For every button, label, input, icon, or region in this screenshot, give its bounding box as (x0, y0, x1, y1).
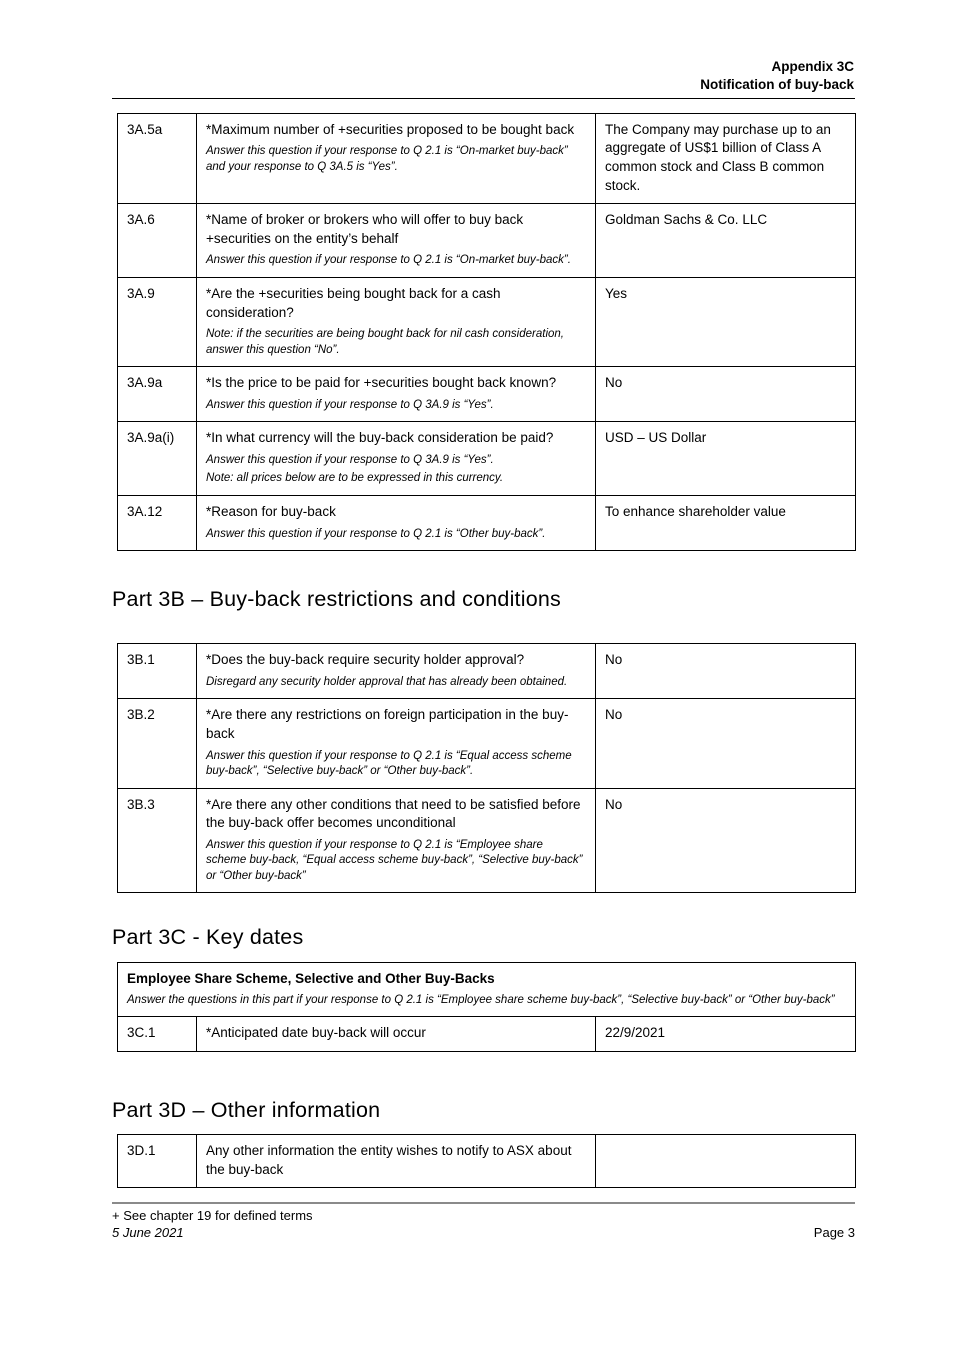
table-row (118, 495, 856, 550)
row-id-cell: 3C.1 (118, 1017, 197, 1052)
part-3d-heading: Part 3D – Other information (112, 1098, 381, 1123)
question-cell (197, 788, 596, 893)
question-cell (197, 367, 596, 422)
question-note: Answer this question if your response to Q 2.1 is “Employee share scheme buy-back, “Equal access scheme buy-back”, “Selective buy-back” or “Other buy-back” (206, 838, 583, 882)
table-row (118, 422, 856, 496)
question-cell (197, 644, 596, 699)
table-3b (117, 643, 856, 893)
table-3c-header-title: Employee Share Scheme, Selective and Other Buy-Backs (127, 971, 495, 987)
table-header-row (118, 963, 856, 1017)
question-text: *Maximum number of +securities proposed to be bought back (206, 121, 575, 137)
row-id-cell: 3A.9 (118, 277, 197, 366)
footer-rule (112, 1202, 855, 1204)
row-id-cell: 3A.5a (118, 113, 197, 204)
question-text: *Does the buy-back require security holder approval? (206, 652, 525, 668)
answer-cell: To enhance shareholder value (596, 495, 856, 550)
row-id-cell: 3A.9a(i) (118, 422, 197, 496)
document-page (112, 58, 855, 1240)
question-note: Answer this question if your response to Q 3A.9 is “Yes”. (206, 398, 494, 411)
table-row (118, 204, 856, 278)
question-note: Note: if the securities are being bought back for nil cash consideration, answer this question “No”. (206, 328, 564, 356)
answer-cell: Goldman Sachs & Co. LLC (596, 204, 856, 278)
question-text: *In what currency will the buy-back consideration be paid? (206, 430, 554, 446)
table-row (118, 1017, 856, 1052)
page-footer (112, 1202, 855, 1240)
question-cell (197, 277, 596, 366)
answer-cell: Yes (596, 277, 856, 366)
part-3c-heading: Part 3C - Key dates (112, 925, 304, 950)
header-appendix: Appendix 3C (771, 59, 854, 74)
table-3c-header-cell (118, 963, 856, 1017)
row-id-cell: 3A.9a (118, 367, 197, 422)
table-3c-header-note: Answer the questions in this part if your response to Q 2.1 is “Employee share scheme buy-back”, “Selective buy-back” or “Other buy-back” (127, 993, 835, 1006)
question-note: Answer this question if your response to Q 2.1 is “Equal access scheme buy-back”, “Selective buy-back” or “Other buy-back”. (206, 749, 572, 778)
question-cell (197, 113, 596, 204)
question-text: *Are there any restrictions on foreign participation in the buy-back (206, 707, 569, 741)
question-note: Answer this question if your response to Q 3A.9 is “Yes”. (206, 453, 494, 466)
answer-cell: USD – US Dollar (596, 422, 856, 496)
question-cell (197, 1135, 596, 1188)
question-note: Answer this question if your response to Q 2.1 is “On-market buy-back”. (206, 254, 571, 267)
question-text: *Is the price to be paid for +securities bought back known? (206, 375, 557, 391)
question-text: *Reason for buy-back (206, 503, 336, 519)
footer-defined-terms: + See chapter 19 for defined terms (112, 1208, 313, 1224)
table-3a (117, 113, 856, 551)
question-cell (197, 204, 596, 278)
question-text: Any other information the entity wishes to notify to ASX about the buy-back (206, 1143, 572, 1177)
footer-page-number: Page 3 (813, 1225, 855, 1241)
question-cell (197, 699, 596, 788)
answer-cell: 22/9/2021 (596, 1017, 856, 1052)
footer-date: 5 June 2021 (112, 1225, 184, 1241)
header-subtitle: Notification of buy-back (700, 76, 854, 92)
row-id-cell: 3B.1 (118, 644, 197, 699)
table-row (118, 277, 856, 366)
question-cell (197, 422, 596, 496)
answer-cell (596, 1135, 856, 1188)
answer-cell: No (596, 644, 856, 699)
answer-cell: No (596, 699, 856, 788)
answer-cell: No (596, 367, 856, 422)
footer-line2 (112, 1225, 855, 1240)
doc-header (112, 58, 855, 94)
table-row (118, 113, 856, 204)
row-id-cell: 3B.3 (118, 788, 197, 893)
question-text: *Are the +securities being bought back for a cash consideration? (206, 285, 501, 320)
question-note: Note: all prices below are to be expressed in this currency. (206, 472, 504, 485)
row-id-cell: 3A.12 (118, 495, 197, 550)
question-cell (197, 495, 596, 550)
table-3c (117, 962, 856, 1052)
answer-cell: No (596, 788, 856, 893)
question-text: *Anticipated date buy-back will occur (206, 1025, 426, 1041)
question-text: *Name of broker or brokers who will offer to buy back +securities on the entity’s behalf (206, 212, 524, 246)
table-row (118, 1135, 856, 1188)
row-id-cell: 3A.6 (118, 204, 197, 278)
question-text: *Are there any other conditions that need to be satisfied before the buy-back offer becomes unconditional (206, 796, 581, 831)
table-row (118, 788, 856, 893)
row-id-cell: 3D.1 (118, 1135, 197, 1188)
part-3b-heading: Part 3B – Buy-back restrictions and conditions (112, 587, 561, 612)
table-3d (117, 1134, 856, 1188)
question-cell (197, 1017, 596, 1052)
row-id-cell: 3B.2 (118, 699, 197, 788)
question-note: Disregard any security holder approval that has already been obtained. (206, 675, 568, 688)
table-row (118, 699, 856, 788)
answer-cell: The Company may purchase up to an aggregate of US$1 billion of Class A common stock and Class B common stock. (596, 113, 856, 204)
question-note: Answer this question if your response to Q 2.1 is “On-market buy-back” and your response to Q 3A.5 is “Yes”. (206, 145, 568, 173)
table-row (118, 644, 856, 699)
header-rule (112, 98, 855, 99)
table-row (118, 367, 856, 422)
question-note: Answer this question if your response to Q 2.1 is “Other buy-back”. (206, 527, 546, 540)
